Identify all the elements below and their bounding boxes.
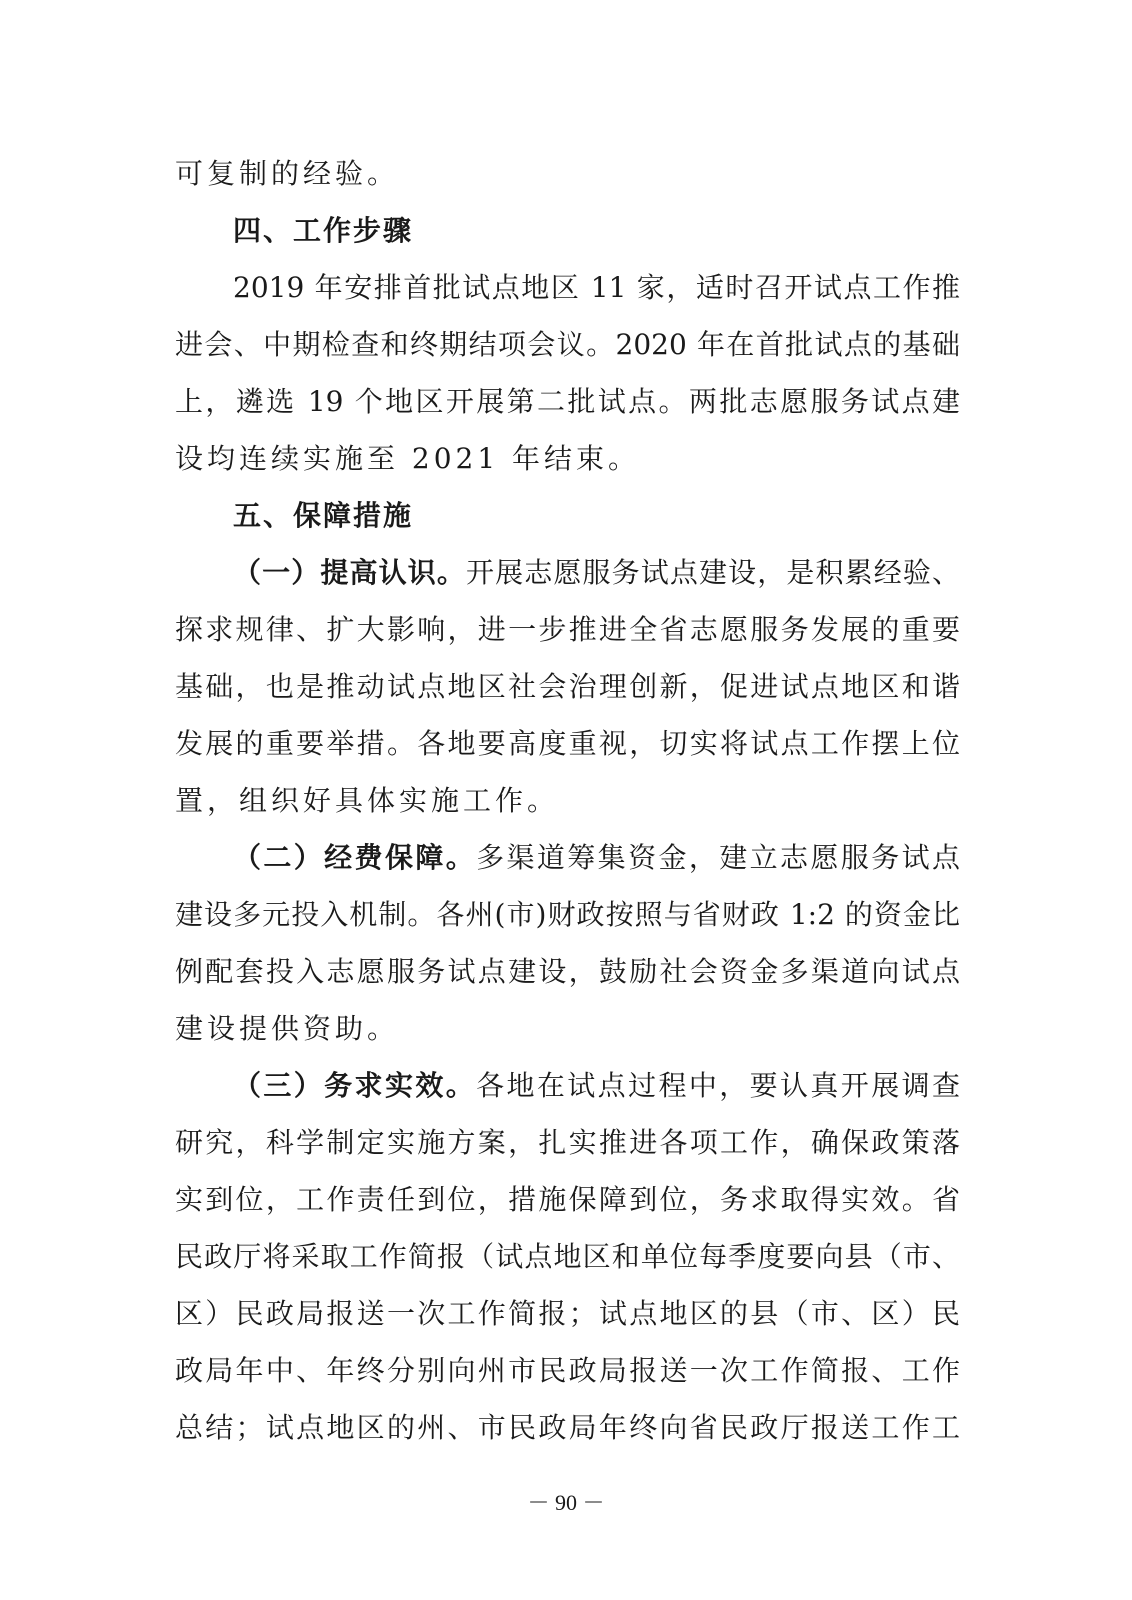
subsection-1-label: （一）提高认识。 [233, 556, 466, 589]
page-number: － 90 － [527, 1490, 605, 1515]
paragraph-line: 建设多元投入机制。各州(市)财政按照与省财政 1:2 的资金比 [175, 898, 960, 931]
paragraph-line: 进会、中期检查和终期结项会议。2020 年在首批试点的基础 [175, 328, 960, 361]
subsection-2-text: 多渠道筹集资金，建立志愿服务试点 [476, 841, 960, 874]
subsection-3-text: 各地在试点过程中，要认真开展调查 [476, 1069, 960, 1102]
section-heading-4: 四、工作步骤 [233, 214, 414, 247]
paragraph-line: 置，组织好具体实施工作。 [175, 784, 560, 817]
paragraph-line: 探求规律、扩大影响，进一步推进全省志愿服务发展的重要 [175, 613, 960, 646]
subsection-2-label: （二）经费保障。 [233, 841, 477, 874]
paragraph-line: 设均连续实施至 2021 年结束。 [175, 442, 641, 475]
paragraph-line: 基础，也是推动试点地区社会治理创新，促进试点地区和谐 [175, 670, 960, 703]
paragraph-line: 总结；试点地区的州、市民政局年终向省民政厅报送工作工 [175, 1411, 960, 1444]
subsection-3-label: （三）务求实效。 [233, 1069, 477, 1102]
paragraph-line: 2019 年安排首批试点地区 11 家，适时召开试点工作推 [233, 271, 960, 304]
subsection-1-text: 开展志愿服务试点建设，是积累经验、 [466, 556, 960, 589]
section-heading-5: 五、保障措施 [233, 499, 414, 532]
paragraph-line: 民政厅将采取工作简报（试点地区和单位每季度要向县（市、 [175, 1240, 960, 1273]
subsection-1-first-line [175, 544, 960, 601]
paragraph-line: 政局年中、年终分别向州市民政局报送一次工作简报、工作 [175, 1354, 960, 1387]
paragraph-line: 发展的重要举措。各地要高度重视，切实将试点工作摆上位 [175, 727, 960, 760]
paragraph-line: 可复制的经验。 [175, 157, 400, 190]
document-body [175, 145, 960, 1456]
paragraph-line: 上，遴选 19 个地区开展第二批试点。两批志愿服务试点建 [175, 385, 960, 418]
subsection-2-first-line [175, 829, 960, 886]
paragraph-line: 例配套投入志愿服务试点建设，鼓励社会资金多渠道向试点 [175, 955, 960, 988]
paragraph-line: 建设提供资助。 [175, 1012, 400, 1045]
paragraph-line: 实到位，工作责任到位，措施保障到位，务求取得实效。省 [175, 1183, 960, 1216]
subsection-3-first-line [175, 1057, 960, 1114]
paragraph-line: 研究，科学制定实施方案，扎实推进各项工作，确保政策落 [175, 1126, 960, 1159]
paragraph-line: 区）民政局报送一次工作简报；试点地区的县（市、区）民 [175, 1297, 960, 1330]
